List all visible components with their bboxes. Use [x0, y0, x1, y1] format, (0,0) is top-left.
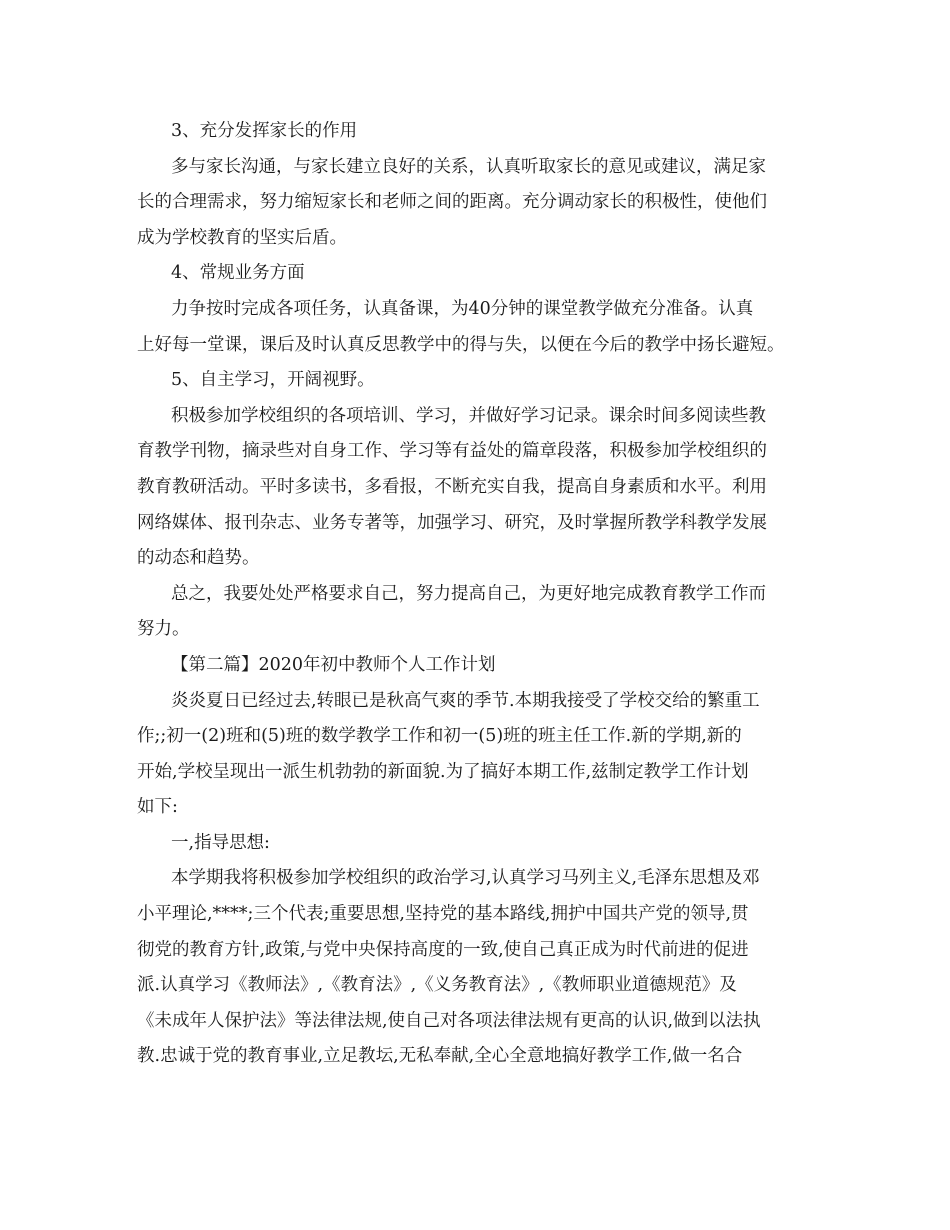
text-line: 上好每一堂课，课后及时认真反思教学中的得与失，以便在今后的教学中扬长避短。: [137, 334, 785, 355]
text-line: 《未成年人保护法》等法律法规,使自己对各项法律法规有更高的认识,做到以法执: [137, 1010, 761, 1031]
text-line: 一,指导思想:: [171, 832, 270, 853]
text-line: 多与家长沟通，与家长建立良好的关系，认真听取家长的意见或建议，满足家: [171, 156, 766, 177]
text-line: 4、常规业务方面: [171, 263, 305, 284]
text-line: 彻党的教育方针,政策,与党中央保持高度的一致,使自己真正成为时代前进的促进: [137, 939, 749, 960]
document-body: [137, 114, 819, 1075]
text-line: 3、充分发挥家长的作用: [171, 121, 358, 141]
text-line: 成为学校教育的坚实后盾。: [137, 227, 347, 248]
document-page: [137, 114, 819, 1075]
text-line: 本学期我将积极参加学校组织的政治学习,认真学习马列主义,毛泽东思想及邓: [171, 868, 760, 889]
text-line: 教.忠诚于党的教育事业,立足教坛,无私奉献,全心全意地搞好教学工作,做一名合: [137, 1046, 743, 1067]
text-line: 炎炎夏日已经过去,转眼已是秋高气爽的季节.本期我接受了学校交给的繁重工: [171, 690, 760, 711]
text-line: 网络媒体、报刊杂志、业务专著等，加强学习、研究，及时掌握所教学科教学发展: [137, 512, 767, 533]
text-line: 开始,学校呈现出一派生机勃勃的新面貌.为了搞好本期工作,兹制定教学工作计划: [137, 761, 749, 782]
text-line: 小平理论,****;三个代表;重要思想,坚持党的基本路线,拥护中国共产党的领导,贯: [137, 904, 749, 925]
text-line: 育教学刊物，摘录些对自身工作、学习等有益处的篇章段落，积极参加学校组织的: [137, 441, 767, 462]
text-line: 长的合理需求，努力缩短家长和老师之间的距离。充分调动家长的积极性，使他们: [137, 192, 767, 213]
text-line: 【第二篇】2020年初中教师个人工作计划: [171, 654, 496, 675]
text-line: 总之，我要处处严格要求自己，努力提高自己，为更好地完成教育教学工作而: [171, 583, 766, 604]
text-line: 努力。: [137, 619, 190, 640]
text-line: 的动态和趋势。: [137, 548, 260, 569]
text-line: 5、自主学习，开阔视野。: [171, 370, 375, 391]
text-line: 如下:: [137, 797, 178, 818]
text-line: 派.认真学习《教师法》,《教育法》,《义务教育法》,《教师职业道德规范》及: [137, 975, 737, 996]
text-line: 力争按时完成各项任务，认真备课，为40分钟的课堂教学做充分准备。认真: [171, 298, 754, 319]
text-line: 教育教研活动。平时多读书，多看报，不断充实自我，提高自身素质和水平。利用: [137, 476, 767, 497]
text-line: 积极参加学校组织的各项培训、学习，并做好学习记录。课余时间多阅读些教: [171, 405, 766, 426]
text-line: 作;;初一(2)班和(5)班的数学教学工作和初一(5)班的班主任工作.新的学期,新的: [137, 726, 742, 747]
